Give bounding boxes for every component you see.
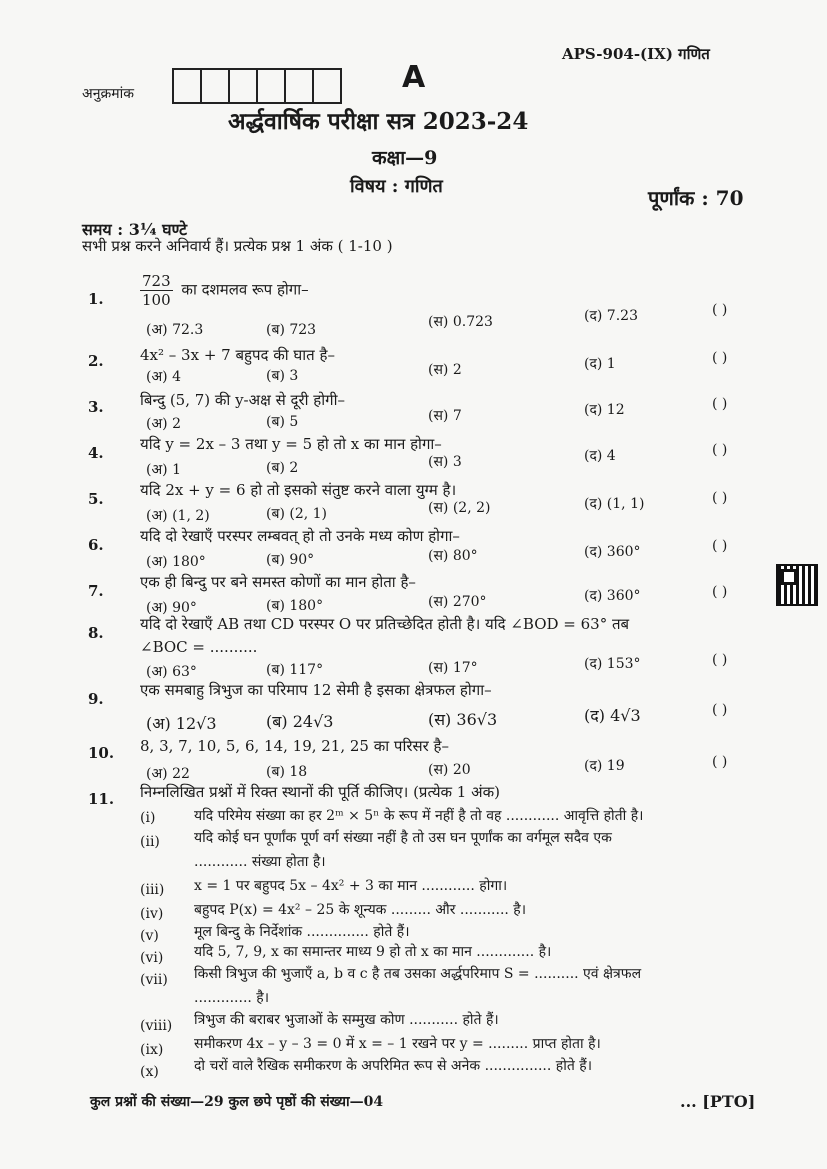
subquestion-number: (viii): [140, 1018, 173, 1034]
option-d[interactable]: (द) 19: [584, 758, 625, 774]
question-stem: 8, 3, 7, 10, 5, 6, 14, 19, 21, 25 का परिसर है–: [140, 737, 449, 755]
question-number: 2.: [88, 352, 104, 370]
question-stem: यदि दो रेखाएँ AB तथा CD परस्पर O पर प्रतिच्छेदित होती है। यदि ∠BOD = 63° तब: [140, 615, 630, 633]
question-number: 7.: [88, 582, 104, 600]
option-c[interactable]: (स) 20: [428, 762, 471, 778]
general-instruction: सभी प्रश्न करने अनिवार्य हैं। प्रत्येक प्रश्न 1 अंक ( 1-10 ): [82, 237, 393, 255]
roll-number-boxes[interactable]: [172, 68, 342, 104]
fraction: [140, 272, 173, 309]
fill-blank-text[interactable]: मूल बिन्दु के निर्देशांक .............. होते हैं।: [194, 924, 410, 940]
answer-bracket[interactable]: ( ): [712, 584, 728, 600]
option-a[interactable]: (अ) 1: [146, 462, 181, 478]
footer-pto: ... [PTO]: [680, 1092, 756, 1111]
paper-set-code: A: [402, 60, 426, 95]
fill-blank-text[interactable]: समीकरण 4x – y – 3 = 0 में x = – 1 रखने पर y = ......... प्राप्त होता है।: [194, 1036, 601, 1052]
option-a[interactable]: (अ) 63°: [146, 664, 197, 680]
answer-bracket[interactable]: ( ): [712, 652, 728, 668]
fill-blank-text[interactable]: x = 1 पर बहुपद 5x – 4x² + 3 का मान ............ होगा।: [194, 878, 508, 894]
option-a[interactable]: (अ) 4: [146, 369, 181, 385]
roll-digit-box[interactable]: [314, 70, 340, 102]
subject-label: विषय : गणित: [350, 176, 443, 197]
roll-number-label: अनुक्रमांक: [82, 86, 134, 102]
option-d[interactable]: (द) 1: [584, 356, 616, 372]
question-number: 1.: [88, 290, 104, 308]
subquestion-number: (ii): [140, 834, 160, 850]
section-instruction: निम्नलिखित प्रश्नों में रिक्त स्थानों की पूर्ति कीजिए। (प्रत्येक 1 अंक): [140, 783, 500, 801]
roll-digit-box[interactable]: [174, 70, 202, 102]
fraction-numerator: 723: [142, 272, 171, 290]
class-label: कक्षा—9: [372, 147, 438, 169]
option-d[interactable]: (द) 360°: [584, 544, 641, 560]
option-b[interactable]: (ब) 24√3: [266, 712, 334, 731]
option-c[interactable]: (स) 270°: [428, 594, 487, 610]
option-b[interactable]: (ब) 18: [266, 764, 308, 780]
option-d[interactable]: (द) 360°: [584, 588, 641, 604]
footer-question-count: कुल प्रश्नों की संख्या—29 कुल छपे पृष्ठों की संख्या—04: [90, 1094, 384, 1110]
question-number: 8.: [88, 624, 104, 642]
fill-blank-text[interactable]: यदि कोई घन पूर्णांक पूर्ण वर्ग संख्या नहीं है तो उस घन पूर्णांक का वर्गमूल सदैव एक: [194, 830, 612, 846]
option-b[interactable]: (ब) 117°: [266, 662, 324, 678]
question-text: [140, 272, 309, 309]
answer-bracket[interactable]: ( ): [712, 702, 728, 718]
option-a[interactable]: (अ) 180°: [146, 554, 206, 570]
option-b[interactable]: (ब) 3: [266, 368, 299, 384]
answer-bracket[interactable]: ( ): [712, 490, 728, 506]
question-stem-continued: ∠BOC = ..........: [140, 638, 258, 656]
option-d[interactable]: (द) (1, 1): [584, 496, 645, 512]
fill-blank-text[interactable]: किसी त्रिभुज की भुजाएँ a, b व c है तब उसका अर्द्धपरिमाप S = .......... एवं क्षेत्रफल: [194, 966, 642, 982]
option-a[interactable]: (अ) 12√3: [146, 714, 217, 733]
subquestion-number: (vii): [140, 972, 168, 988]
subquestion-number: (ix): [140, 1042, 164, 1058]
option-b[interactable]: (ब) 5: [266, 414, 299, 430]
option-a[interactable]: (अ) 22: [146, 766, 190, 782]
option-a[interactable]: (अ) 2: [146, 416, 181, 432]
exam-title: अर्द्धवार्षिक परीक्षा सत्र 2023-24: [228, 108, 529, 135]
subquestion-number: (iv): [140, 906, 164, 922]
max-marks: पूर्णांक : 70: [648, 186, 744, 210]
answer-bracket[interactable]: ( ): [712, 442, 728, 458]
fill-blank-text[interactable]: दो चरों वाले रैखिक समीकरण के अपरिमित रूप से अनेक ............... होते हैं।: [194, 1058, 592, 1074]
question-number: 3.: [88, 398, 104, 416]
question-stem: यदि दो रेखाएँ परस्पर लम्बवत् हो तो उनके मध्य कोण होगा–: [140, 527, 460, 545]
time-duration: समय : 3¼ घण्टे: [82, 220, 188, 239]
fraction-denominator: 100: [142, 291, 171, 309]
fill-blank-text[interactable]: यदि परिमेय संख्या का हर 2ᵐ × 5ⁿ के रूप में नहीं है तो वह ............ आवृत्ति होती है।: [194, 808, 644, 824]
subquestion-number: (iii): [140, 882, 165, 898]
option-d[interactable]: (द) 4√3: [584, 706, 641, 725]
question-stem: यदि y = 2x – 3 तथा y = 5 हो तो x का मान होगा–: [140, 435, 442, 453]
question-number: 10.: [88, 744, 115, 762]
question-stem: बिन्दु (5, 7) की y-अक्ष से दूरी होगी–: [140, 391, 345, 409]
fill-blank-text[interactable]: यदि 5, 7, 9, x का समान्तर माध्य 9 हो तो x का मान ............. है।: [194, 944, 552, 960]
subquestion-number: (v): [140, 928, 159, 944]
qr-code: [776, 564, 818, 606]
question-stem: एक समबाहु त्रिभुज का परिमाप 12 सेमी है इसका क्षेत्रफल होगा–: [140, 681, 492, 699]
subquestion-number: (i): [140, 810, 156, 826]
roll-digit-box[interactable]: [202, 70, 230, 102]
subquestion-number: (x): [140, 1064, 159, 1080]
question-number: 11.: [88, 790, 115, 808]
paper-code: APS-904-(IX) गणित: [562, 45, 710, 63]
option-b[interactable]: (ब) 723: [266, 322, 317, 338]
roll-digit-box[interactable]: [258, 70, 286, 102]
fill-blank-text[interactable]: त्रिभुज की बराबर भुजाओं के सम्मुख कोण ........... होते हैं।: [194, 1012, 499, 1028]
answer-bracket[interactable]: ( ): [712, 350, 728, 366]
option-d[interactable]: (द) 7.23: [584, 308, 638, 324]
roll-digit-box[interactable]: [286, 70, 314, 102]
fill-blank-text[interactable]: बहुपद P(x) = 4x² – 25 के शून्यक ......... और ........... है।: [194, 902, 527, 918]
option-a[interactable]: (अ) (1, 2): [146, 508, 210, 524]
option-b[interactable]: (ब) 180°: [266, 598, 324, 614]
option-b[interactable]: (ब) 2: [266, 460, 299, 476]
option-c[interactable]: (स) 17°: [428, 660, 478, 676]
question-number: 6.: [88, 536, 104, 554]
answer-bracket[interactable]: ( ): [712, 754, 728, 770]
option-c[interactable]: (स) 2: [428, 362, 462, 378]
option-c[interactable]: (स) 3: [428, 454, 462, 470]
option-d[interactable]: (द) 4: [584, 448, 616, 464]
option-b[interactable]: (ब) (2, 1): [266, 506, 328, 522]
question-stem: यदि 2x + y = 6 हो तो इसको संतुष्ट करने वाला युग्म है।: [140, 481, 457, 499]
option-c[interactable]: (स) 7: [428, 408, 462, 424]
subquestion-number: (vi): [140, 950, 164, 966]
option-a[interactable]: (अ) 72.3: [146, 322, 204, 338]
question-stem: का दशमलव रूप होगा–: [181, 280, 309, 299]
option-d[interactable]: (द) 12: [584, 402, 625, 418]
fill-blank-text-continued[interactable]: ............. है।: [194, 990, 270, 1006]
question-number: 5.: [88, 490, 104, 508]
roll-digit-box[interactable]: [230, 70, 258, 102]
option-d[interactable]: (द) 153°: [584, 656, 641, 672]
option-c[interactable]: (स) 80°: [428, 548, 478, 564]
question-stem: 4x² – 3x + 7 बहुपद की घात है–: [140, 346, 335, 364]
answer-bracket[interactable]: ( ): [712, 302, 728, 318]
answer-bracket[interactable]: ( ): [712, 396, 728, 412]
question-number: 9.: [88, 690, 104, 708]
question-number: 4.: [88, 444, 104, 462]
option-b[interactable]: (ब) 90°: [266, 552, 315, 568]
question-stem: एक ही बिन्दु पर बने समस्त कोणों का मान होता है–: [140, 573, 416, 591]
option-c[interactable]: (स) (2, 2): [428, 500, 491, 516]
answer-bracket[interactable]: ( ): [712, 538, 728, 554]
option-c[interactable]: (स) 36√3: [428, 710, 498, 729]
option-a[interactable]: (अ) 90°: [146, 600, 197, 616]
option-c[interactable]: (स) 0.723: [428, 314, 493, 330]
fill-blank-text-continued[interactable]: ............ संख्या होता है।: [194, 854, 326, 870]
